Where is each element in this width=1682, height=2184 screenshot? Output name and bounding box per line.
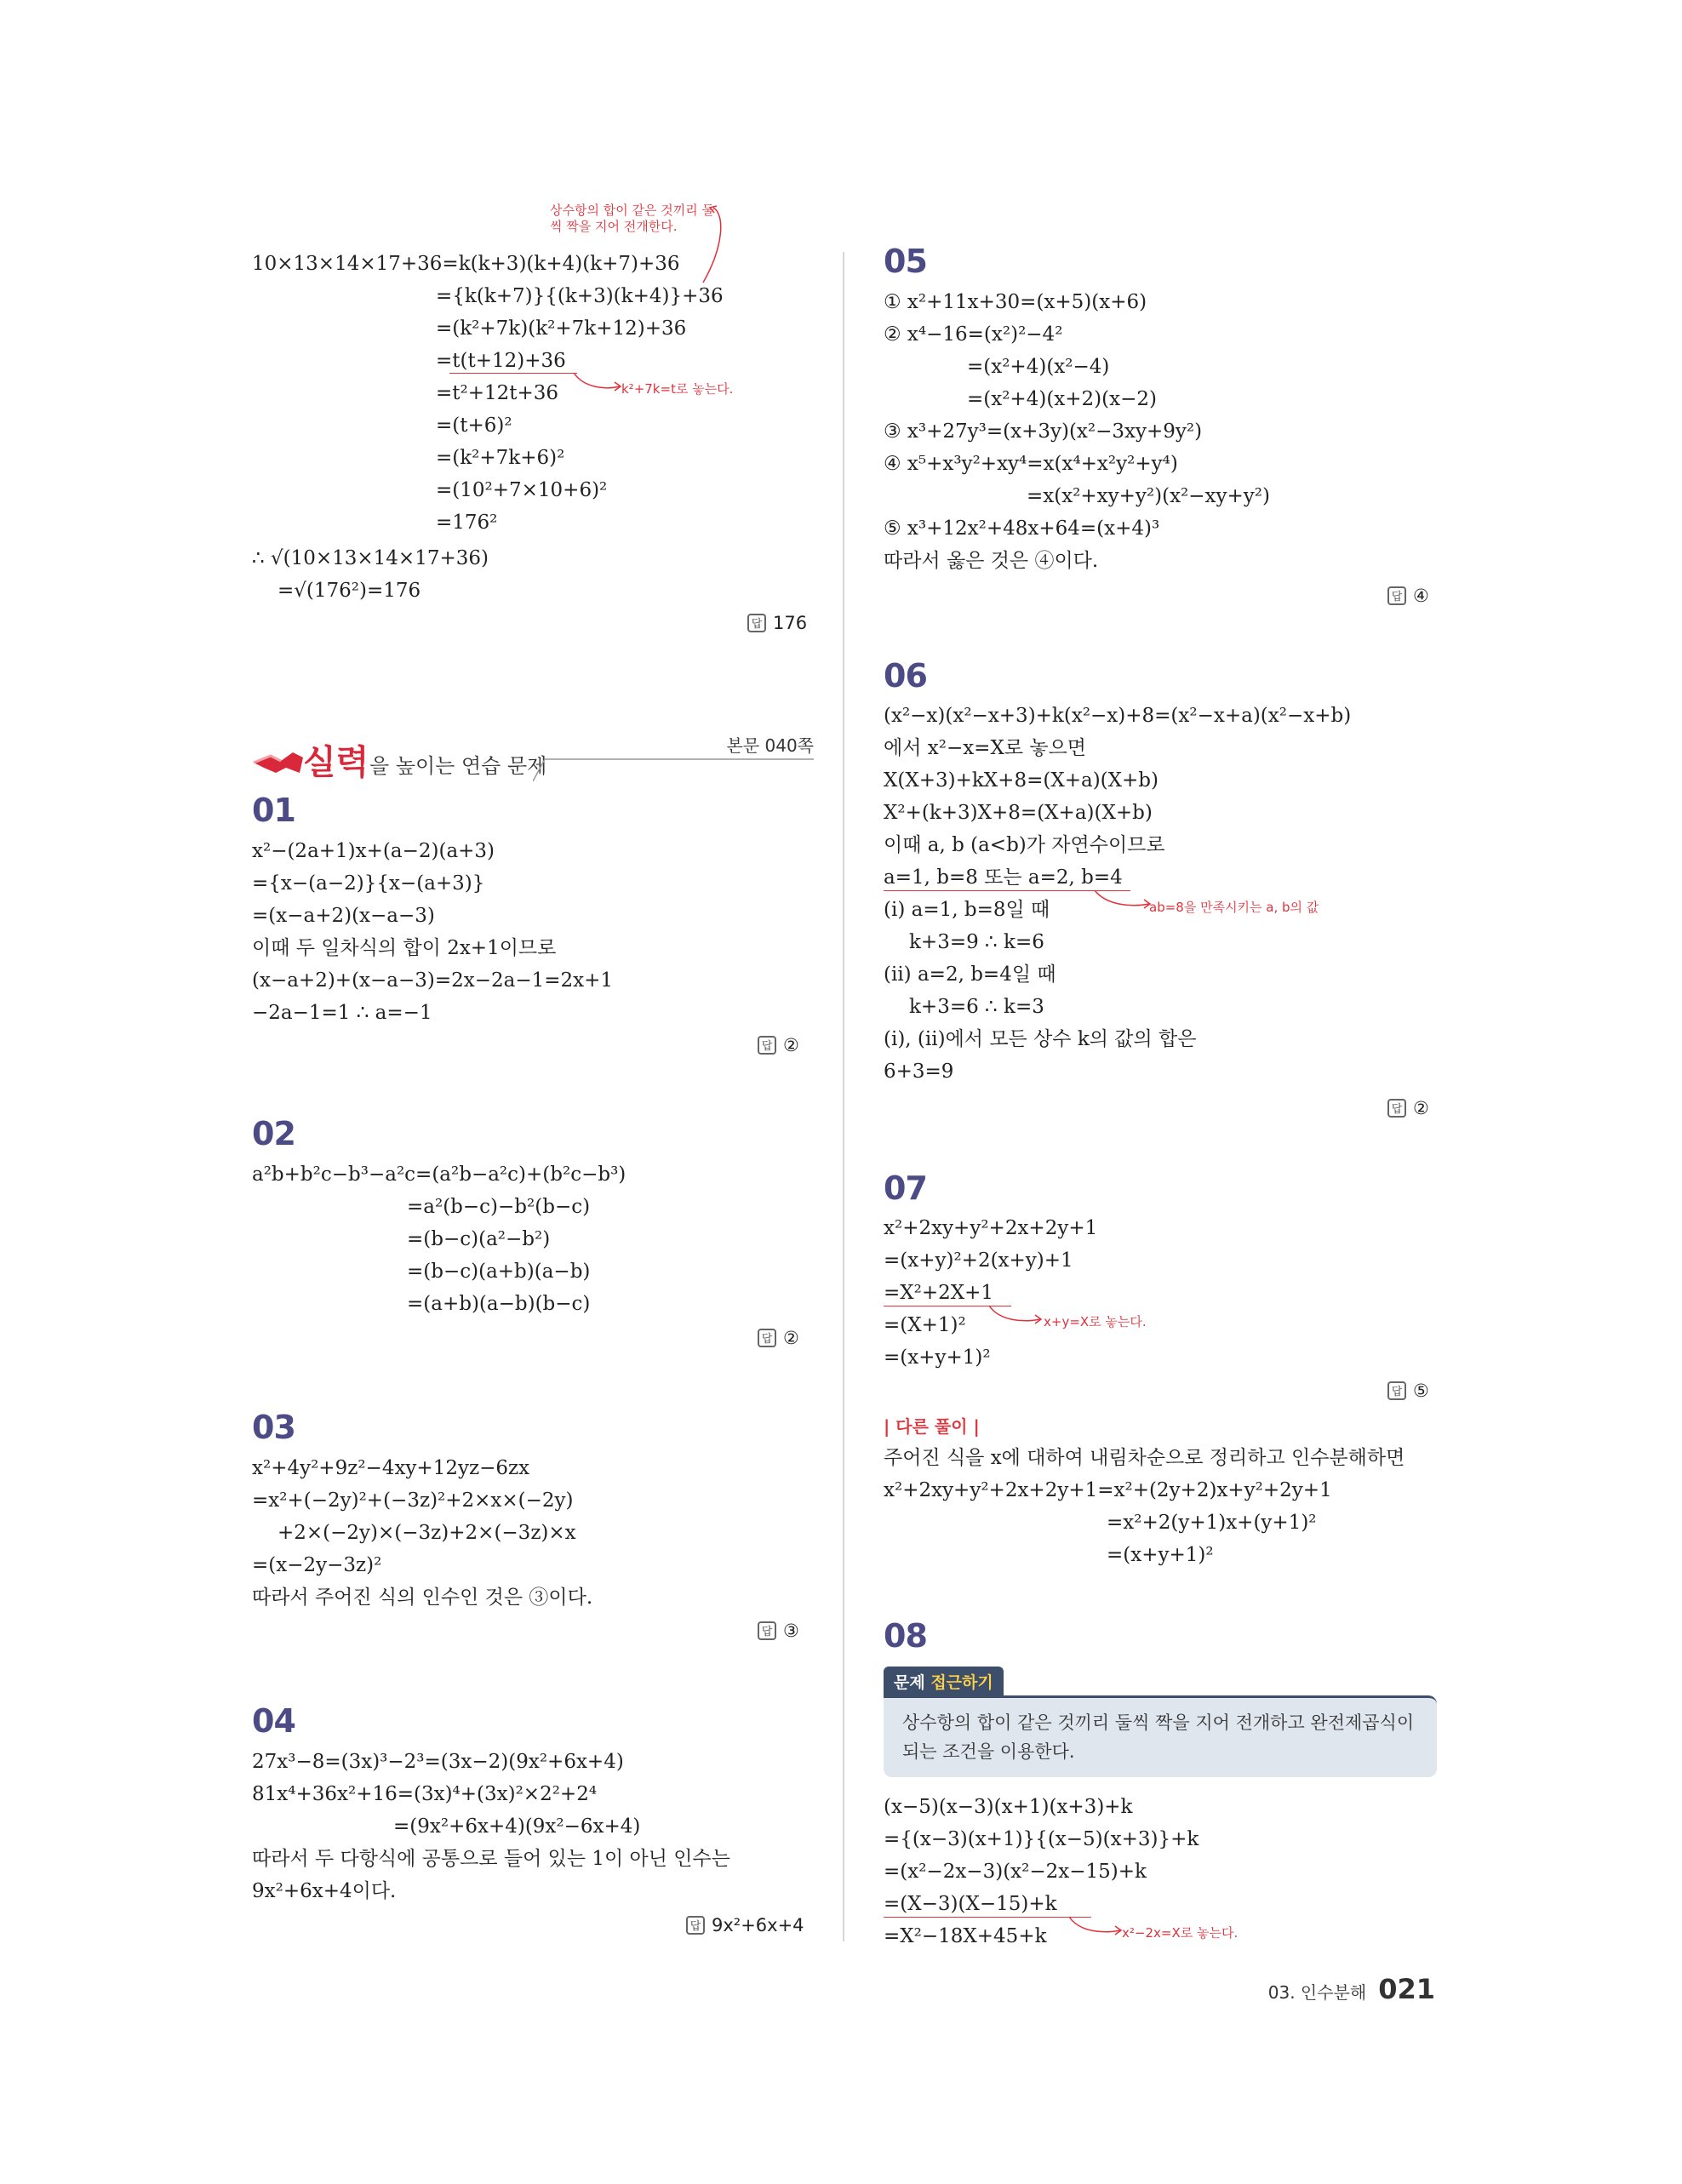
p06-line-9: k+3=6 ∴ k=3 (909, 996, 1044, 1018)
note-t: k²+7k=t로 놓는다. (621, 381, 734, 397)
p06-line-5: a=1, b=8 또는 a=2, b=4 (884, 866, 1123, 889)
answer-value: 176 (773, 613, 808, 633)
note-pair-arrow-icon (688, 204, 727, 289)
p06-line-4: 이때 a, b (a<b)가 자연수이므로 (884, 834, 1165, 856)
top-line-2: =(k²+7k)(k²+7k+12)+36 (436, 317, 687, 340)
p06-line-10: (i), (ii)에서 모든 상수 k의 값의 합은 (884, 1028, 1197, 1050)
p04-line-0: 27x³−8=(3x)³−2³=(3x−2)(9x²+6x+4) (252, 1751, 624, 1773)
answer-value: 9x²+6x+4 (712, 1915, 804, 1935)
p05-line-4: ③ x³+27y³=(x+3y)(x²−3xy+9y²) (884, 420, 1203, 443)
column-divider (843, 252, 844, 1941)
p01-line-4: (x−a+2)+(x−a−3)=2x−2a−1=2x+1 (252, 969, 614, 992)
note-X-arrow-icon (987, 1304, 1044, 1329)
answer-07 (1387, 1381, 1429, 1401)
p03-line-0: x²+4y²+9z²−4xy+12yz−6zx (252, 1457, 530, 1479)
answer-value: ④ (1413, 586, 1429, 606)
p06-line-8: (ii) a=2, b=4일 때 (884, 963, 1056, 986)
p03-line-3: =(x−2y−3z)² (252, 1554, 382, 1576)
p08-line-4: =X²−18X+45+k (884, 1925, 1047, 1947)
p04-line-1: 81x⁴+36x²+16=(3x)⁴+(3x)²×2²+2⁴ (252, 1783, 598, 1805)
p06-line-3: X²+(k+3)X+8=(X+a)(X+b) (884, 802, 1153, 824)
answer-05 (1387, 586, 1429, 606)
p07-alt-line-2: =x²+2(y+1)x+(y+1)² (1107, 1512, 1317, 1534)
top-line-8: =176² (436, 512, 498, 534)
p05-line-0: ① x²+11x+30=(x+5)(x+6) (884, 291, 1147, 313)
problem-number: 08 (884, 1617, 927, 1655)
note-X: x+y=X로 놓는다. (1044, 1314, 1147, 1329)
p06-line-0: (x²−x)(x²−x+3)+k(x²−x)+8=(x²−x+a)(x²−x+b) (884, 705, 1352, 727)
approach-tab (884, 1667, 1004, 1696)
section-title-rest: 을 높이는 연습 문제 (369, 754, 547, 778)
problem-number: 03 (252, 1409, 295, 1446)
answer-badge-icon: 답 (758, 1621, 776, 1640)
top-line-7: =(10²+7×10+6)² (436, 479, 608, 501)
problem-number: 06 (884, 657, 927, 695)
note-ab: ab=8을 만족시키는 a, b의 값 (1149, 900, 1319, 915)
section-title-big: 실력 (303, 743, 369, 782)
p05-line-8: 따라서 옳은 것은 ④이다. (884, 550, 1099, 572)
page-number: 021 (1378, 1973, 1435, 2005)
answer-value: ② (783, 1328, 799, 1348)
answer-01 (758, 1035, 799, 1055)
p02-line-0: a²b+b²c−b³−a²c=(a²b−a²c)+(b²c−b³) (252, 1163, 626, 1186)
top-line-4: =t²+12t+36 (436, 382, 559, 404)
p07-alt-line-1: x²+2xy+y²+2x+2y+1=x²+(2y+2)x+y²+2y+1 (884, 1479, 1332, 1501)
top-line-0: 10×13×14×17+36=k(k+3)(k+4)(k+7)+36 (252, 253, 680, 275)
answer-value: ⑤ (1413, 1381, 1429, 1401)
p01-line-5: −2a−1=1 ∴ a=−1 (252, 1002, 432, 1024)
note-pair: 상수항의 합이 같은 것끼리 둘씩 짝을 지어 전개한다. (550, 203, 714, 234)
top-line-5: =(t+6)² (436, 415, 512, 437)
p03-line-2: +2×(−2y)×(−3z)+2×(−3z)×x (277, 1522, 576, 1544)
top-line-9: ∴ √(10×13×14×17+36) (252, 547, 489, 569)
p05-line-5: ④ x⁵+x³y²+xy⁴=x(x⁴+x²y²+y⁴) (884, 453, 1178, 475)
chapter-label: 03. 인수분해 (1267, 1982, 1367, 2003)
p02-line-1: =a²(b−c)−b²(b−c) (407, 1196, 591, 1218)
p01-line-0: x²−(2a+1)x+(a−2)(a+3) (252, 840, 495, 862)
approach-text: 상수항의 합이 같은 것끼리 둘씩 짝을 지어 전개하고 완전제곱식이 되는 조건을 이용한다. (884, 1695, 1437, 1777)
p02-line-2: =(b−c)(a²−b²) (407, 1228, 551, 1250)
answer-badge-icon: 답 (1387, 586, 1406, 605)
p01-line-3: 이때 두 일차식의 합이 2x+1이므로 (252, 937, 557, 959)
p08-line-3: =(X−3)(X−15)+k (884, 1893, 1057, 1915)
section-rule (533, 758, 814, 783)
top-line-6: =(k²+7k+6)² (436, 447, 565, 469)
p07-alt-line-3: =(x+y+1)² (1107, 1544, 1214, 1566)
p06-line-1: 에서 x²−x=X로 놓으면 (884, 737, 1087, 759)
p08-line-1: ={(x−3)(x+1)}{(x−5)(x+3)}+k (884, 1828, 1199, 1850)
answer-badge-icon: 답 (1387, 1099, 1406, 1118)
answer-06 (1387, 1098, 1429, 1118)
answer-04 (686, 1915, 804, 1935)
p07-line-0: x²+2xy+y²+2x+2y+1 (884, 1217, 1098, 1239)
answer-value: ② (783, 1035, 799, 1055)
answer-top (747, 613, 807, 633)
problem-number: 02 (252, 1115, 295, 1152)
section-ribbon-icon (252, 747, 305, 776)
note-ab-arrow-icon (1093, 889, 1153, 914)
underline-t (449, 373, 577, 374)
p07-line-3: =(X+1)² (884, 1314, 966, 1336)
p07-line-1: =(x+y)²+2(x+y)+1 (884, 1249, 1073, 1272)
p05-line-3: =(x²+4)(x+2)(x−2) (967, 388, 1157, 410)
p06-line-7: k+3=9 ∴ k=6 (909, 931, 1044, 953)
note-t-arrow-icon (572, 371, 623, 397)
p07-line-4: =(x+y+1)² (884, 1346, 991, 1369)
answer-badge-icon: 답 (747, 614, 766, 632)
answer-03 (758, 1621, 799, 1641)
underline-X2 (884, 1917, 1091, 1918)
answer-value: ② (1413, 1098, 1429, 1118)
note-X2-arrow-icon (1067, 1915, 1124, 1941)
page-footer (1268, 1973, 1435, 2005)
p01-line-1: ={x−(a−2)}{x−(a+3)} (252, 872, 485, 895)
p06-line-6: (i) a=1, b=8일 때 (884, 899, 1050, 921)
p02-line-3: =(b−c)(a+b)(a−b) (407, 1261, 591, 1283)
p07-line-2: =X²+2X+1 (884, 1282, 994, 1304)
p08-line-2: =(x²−2x−3)(x²−2x−15)+k (884, 1861, 1147, 1883)
p06-line-2: X(X+3)+kX+8=(X+a)(X+b) (884, 769, 1159, 792)
top-line-1: ={k(k+7)}{(k+3)(k+4)}+36 (436, 285, 724, 307)
answer-badge-icon: 답 (686, 1916, 705, 1935)
p06-line-11: 6+3=9 (884, 1061, 954, 1083)
p08-line-0: (x−5)(x−3)(x+1)(x+3)+k (884, 1796, 1133, 1818)
approach-tab-a: 문제 (894, 1673, 925, 1692)
problem-number: 01 (252, 792, 295, 829)
section-title (252, 732, 814, 783)
note-X2: x²−2x=X로 놓는다. (1122, 1925, 1239, 1941)
top-line-10: =√(176²)=176 (277, 580, 421, 602)
p07-alt-line-0: 주어진 식을 x에 대하여 내림차순으로 정리하고 인수분해하면 (884, 1447, 1405, 1469)
problem-number: 05 (884, 243, 927, 280)
answer-badge-icon: 답 (758, 1329, 776, 1347)
p01-line-2: =(x−a+2)(x−a−3) (252, 905, 435, 927)
alt-solution-label: | 다른 풀이 | (884, 1416, 980, 1437)
approach-box (884, 1667, 1437, 1777)
p02-line-4: =(a+b)(a−b)(b−c) (407, 1293, 591, 1315)
p05-line-2: =(x²+4)(x²−4) (967, 356, 1110, 378)
problem-number: 07 (884, 1169, 927, 1207)
approach-tab-b: 접근하기 (930, 1673, 993, 1692)
problem-number: 04 (252, 1702, 295, 1740)
p04-line-4: 9x²+6x+4이다. (252, 1880, 397, 1902)
p04-line-3: 따라서 두 다항식에 공통으로 들어 있는 1이 아닌 인수는 (252, 1848, 730, 1870)
answer-badge-icon: 답 (1387, 1381, 1406, 1400)
p05-line-6: =x(x²+xy+y²)(x²−xy+y²) (1027, 485, 1270, 507)
p04-line-2: =(9x²+6x+4)(9x²−6x+4) (393, 1815, 641, 1838)
p05-line-7: ⑤ x³+12x²+48x+64=(x+4)³ (884, 517, 1160, 540)
answer-badge-icon: 답 (758, 1036, 776, 1055)
top-line-3: =t(t+12)+36 (436, 350, 566, 372)
p03-line-4: 따라서 주어진 식의 인수인 것은 ③이다. (252, 1587, 593, 1609)
section-page-ref: 본문 040쪽 (726, 735, 814, 756)
answer-02 (758, 1328, 799, 1348)
p03-line-1: =x²+(−2y)²+(−3z)²+2×x×(−2y) (252, 1489, 574, 1512)
p05-line-1: ② x⁴−16=(x²)²−4² (884, 323, 1063, 346)
answer-value: ③ (783, 1621, 799, 1641)
